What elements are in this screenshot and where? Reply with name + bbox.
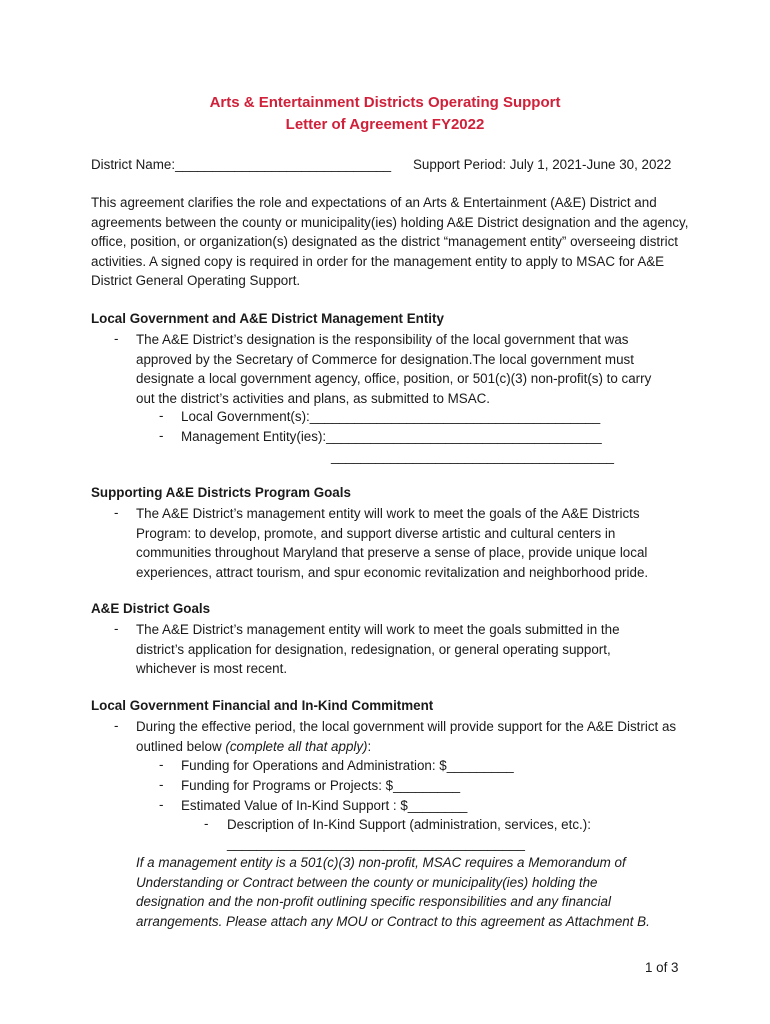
sub-bullet-dash: -: [159, 797, 164, 812]
mou-note: If a management entity is a 501(c)(3) non-profit, MSAC requires a Memorandum of Understanding or Contract between the county or municipality(ies) holding the designation and the non-profit outlining specific responsibilities and any financial arrangements. Please attach any MOU or Contract to this agreement as Attachment B.: [136, 855, 650, 929]
district-name-field: District Name:_____________________________: [91, 157, 392, 172]
sub-sub-bullet-dash: -: [204, 816, 209, 831]
in-kind-description-blank-line: ________________________________________: [227, 836, 525, 851]
document-title-line1: Arts & Entertainment Districts Operating Support: [209, 94, 561, 111]
section-heading-financial-commitment: Local Government Financial and In-Kind Commitment: [91, 698, 434, 713]
sub-bullet-dash: -: [159, 428, 164, 443]
page-number: 1 of 3: [645, 960, 679, 975]
document-title-line2: Letter of Agreement FY2022: [285, 116, 485, 133]
sub-bullet-dash: -: [159, 777, 164, 792]
sub-bullet-dash: -: [159, 757, 164, 772]
local-government-bullet: The A&E District’s designation is the responsibility of the local government that was approved by the Secretary of Commerce for designation.The local government must designate a local government agency, office, position, or 501(c)(3) non-profit(s) to carry out the district’s activities and plans, as submitted to MSAC.: [136, 332, 652, 406]
intro-paragraph: This agreement clarifies the role and expectations of an Arts & Entertainment (A&E) District and agreements between the county or municipality(ies) holding A&E District designation and the agency, office, position, or organization(s) designated as the district “management entity” overseeing district activities. A signed copy is required in order for the management entity to apply to MSAC for A&E District General Operating Support.: [91, 195, 689, 288]
financial-bullet-italic: (complete all that apply): [225, 738, 368, 754]
section-heading-district-goals: A&E District Goals: [91, 601, 211, 616]
bullet-dash: -: [114, 505, 119, 520]
support-period: Support Period: July 1, 2021-June 30, 2022: [413, 157, 672, 172]
management-entity-blank-line: ______________________________________: [331, 449, 614, 464]
in-kind-description-label: Description of In-Kind Support (administration, services, etc.):: [227, 817, 591, 832]
section-heading-program-goals: Supporting A&E Districts Program Goals: [91, 485, 351, 500]
bullet-dash: -: [114, 621, 119, 636]
financial-bullet-text: During the effective period, the local government will provide support for the A&E District as outlined below: [136, 719, 677, 754]
section-heading-local-government: Local Government and A&E District Management Entity: [91, 311, 444, 326]
programs-funding-field: Funding for Programs or Projects: $_________: [181, 778, 461, 793]
bullet-dash: -: [114, 718, 119, 733]
bullet-dash: -: [114, 331, 119, 346]
management-entity-field: Management Entity(ies):_____________________________________: [181, 429, 602, 444]
financial-bullet-colon: :: [367, 738, 372, 754]
district-goals-bullet: The A&E District’s management entity will work to meet the goals submitted in the district’s application for designation, redesignation, or general operating support, whichever is most recent.: [136, 622, 620, 676]
in-kind-value-field: Estimated Value of In-Kind Support : $________: [181, 798, 468, 813]
financial-commitment-bullet: [136, 717, 681, 756]
program-goals-bullet: The A&E District’s management entity will work to meet the goals of the A&E Districts Program: to develop, promote, and support diverse artistic and cultural centers in communities throughout Maryland that preserve a sense of place, provide unique local experiences, attract tourism, and spur economic revitalization and neighborhood pride.: [136, 506, 649, 580]
operations-funding-field: Funding for Operations and Administration: $_________: [181, 758, 514, 773]
local-government-field: Local Government(s):_______________________________________: [181, 409, 601, 424]
sub-bullet-dash: -: [159, 408, 164, 423]
